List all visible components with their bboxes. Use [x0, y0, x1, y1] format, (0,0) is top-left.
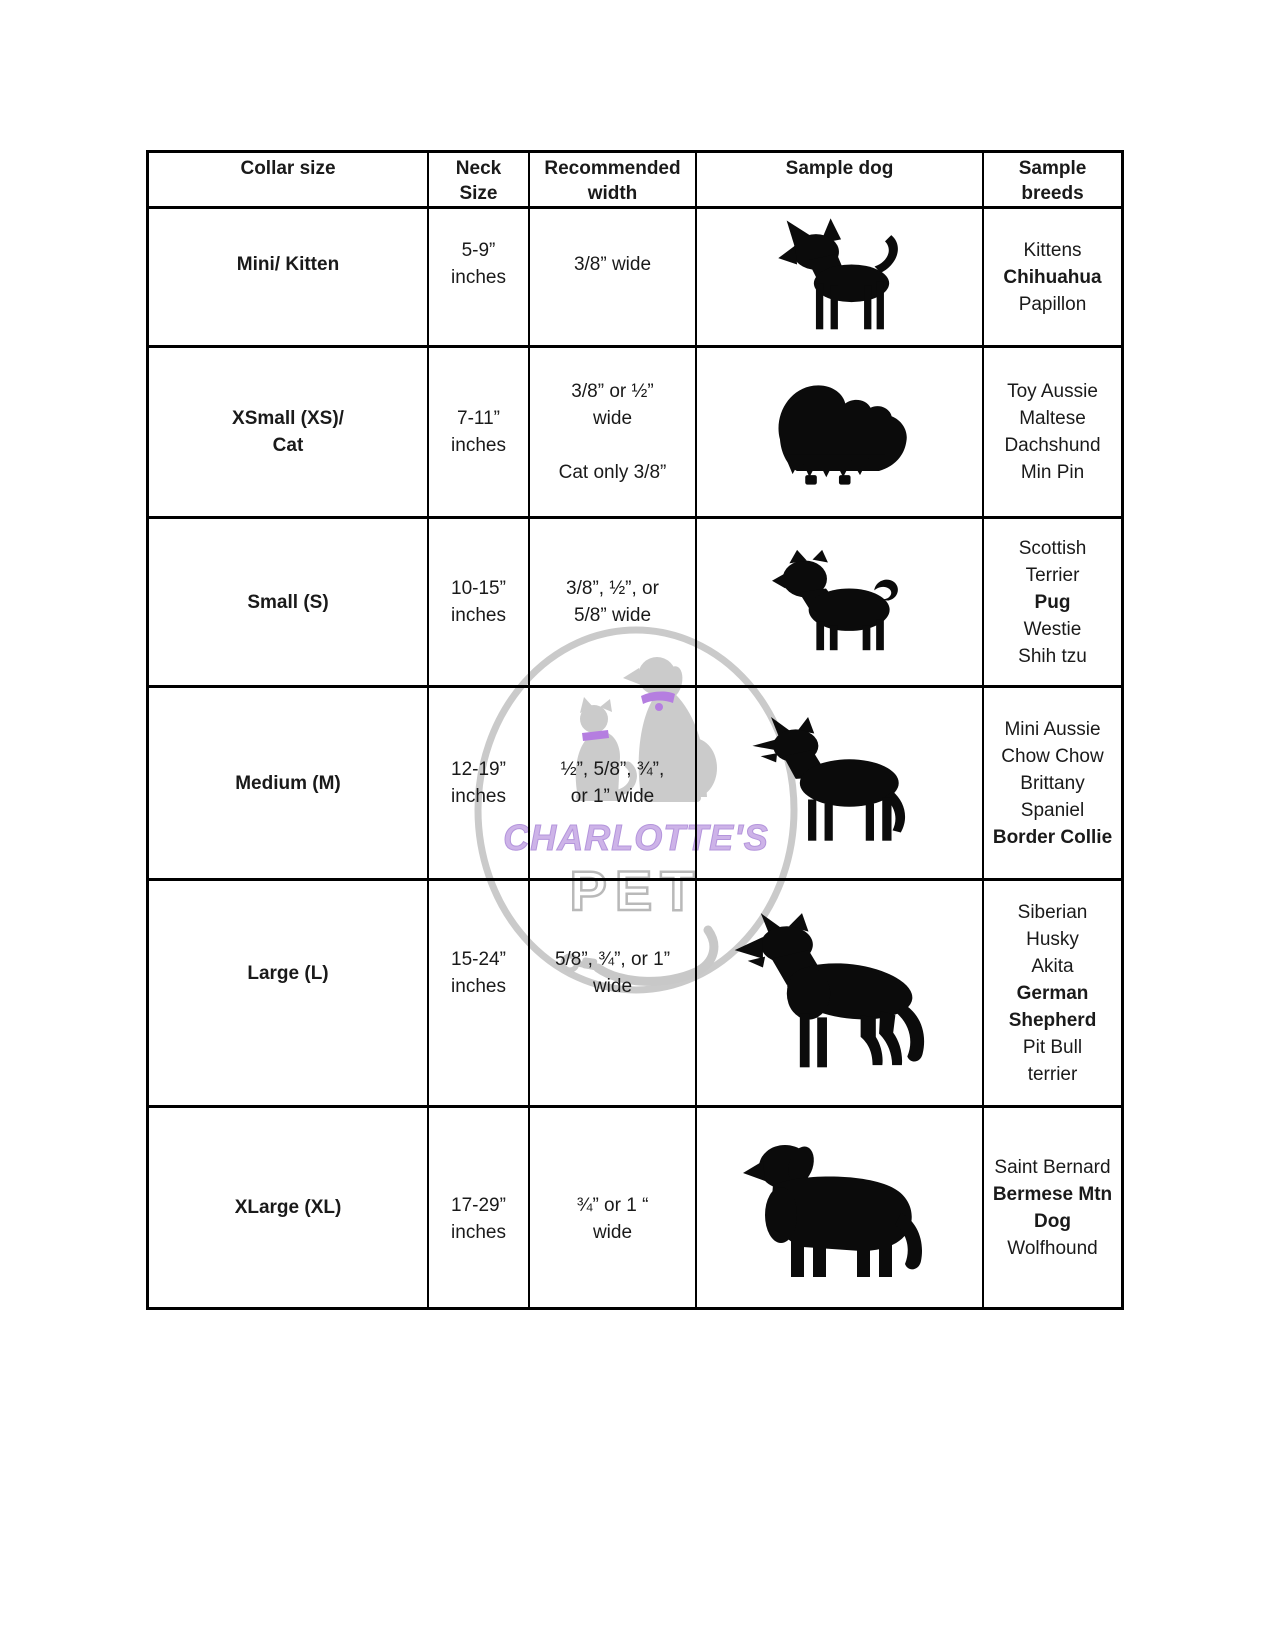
sample-dog-cell [697, 348, 984, 516]
border-collie-silhouette [742, 715, 938, 851]
table-row [149, 348, 1121, 519]
neck-size-cell-text [451, 237, 506, 317]
text-line: Brittany [1020, 772, 1085, 794]
text-line: Terrier [1025, 564, 1080, 586]
text-line: Mini/ Kitten [236, 253, 340, 275]
watermark-brand-text: CHARLOTTE'S [503, 817, 769, 858]
text-line: Large (L) [247, 962, 329, 984]
text-line: Min Pin [1020, 462, 1085, 483]
recommended-width-cell [530, 209, 697, 345]
text-line: Cat only 3/8” [558, 462, 667, 483]
header-line: breeds [1021, 183, 1084, 204]
recommended-width-cell-text [574, 251, 651, 304]
text-line: Saint Bernard [994, 1156, 1111, 1178]
collar-size-cell-text [247, 589, 328, 616]
recommended-width-cell-text [561, 756, 664, 810]
header-recommended-width [530, 153, 697, 206]
text-line: Siberian [1017, 901, 1088, 923]
collar-size-cell-text [235, 770, 341, 797]
recommended-width-cell-text [555, 946, 670, 1040]
sample-breeds-cell-text [1003, 237, 1101, 318]
neck-size-cell [429, 348, 530, 516]
text-line: Maltese [1019, 408, 1086, 429]
header-line: Size [459, 183, 498, 204]
text-line: inches [451, 605, 506, 626]
sample-dog-cell [697, 209, 984, 345]
header-collar-size [149, 153, 429, 206]
text-line: Chihuahua [1003, 266, 1102, 288]
neck-size-cell-text [451, 405, 506, 459]
sample-breeds-cell [984, 348, 1121, 516]
collar-size-cell-text [235, 1194, 342, 1221]
table-header-row [149, 153, 1121, 209]
text-line: 10-15” [451, 578, 506, 599]
text-line: Cat [272, 435, 304, 456]
watermark-pet-text: PET [569, 859, 703, 922]
text-line: 12-19” [451, 759, 506, 780]
sample-dog-cell [697, 519, 984, 685]
header-line: Sample [1018, 158, 1087, 179]
header-sample-breeds [984, 153, 1121, 206]
table-row [149, 881, 1121, 1108]
text-line: 3/8” wide [573, 253, 652, 275]
german-shepherd-silhouette [726, 911, 954, 1076]
neck-size-cell-text [451, 756, 506, 810]
text-line: ½”, 5/8”, ¾”, [560, 759, 665, 780]
sample-breeds-cell-text [993, 1154, 1112, 1262]
text-line: Shih tzu [1018, 645, 1087, 667]
text-line: Chow Chow [1001, 745, 1104, 767]
text-line: Small (S) [247, 591, 329, 613]
text-line: Scottish [1018, 537, 1087, 559]
text-line: Westie [1023, 618, 1082, 640]
text-line: Spaniel [1020, 799, 1085, 821]
recommended-width-cell-text [577, 1170, 649, 1246]
text-line: Papillon [1018, 293, 1087, 315]
sample-breeds-cell-text [1018, 535, 1087, 670]
header-sample-dog [697, 153, 984, 206]
recommended-width-cell [530, 348, 697, 516]
collar-size-cell [149, 348, 429, 516]
text-line: German [1016, 982, 1089, 1004]
neck-size-cell [429, 688, 530, 878]
text-line: wide [592, 408, 633, 429]
collar-size-cell [149, 688, 429, 878]
text-line: Dachshund [1004, 435, 1101, 456]
text-line: ¾” or 1 “ [576, 1194, 649, 1216]
text-line: wide [592, 976, 633, 997]
text-line: 5-9” [461, 240, 496, 261]
text-line: Akita [1031, 955, 1074, 977]
text-line: Kittens [1023, 239, 1082, 261]
recommended-width-cell-text [566, 575, 659, 629]
sample-breeds-cell [984, 519, 1121, 685]
recommended-width-cell [530, 688, 697, 878]
text-line: 3/8” or ½” [571, 381, 654, 402]
text-line: XLarge (XL) [234, 1197, 342, 1218]
neck-size-cell [429, 881, 530, 1105]
text-line: or 1” wide [570, 786, 655, 807]
table-row [149, 688, 1121, 881]
text-line: Pug [1034, 591, 1071, 613]
sample-breeds-cell-text [1009, 899, 1097, 1088]
text-line: Wolfhound [1007, 1237, 1098, 1259]
neck-size-cell-text [451, 946, 506, 1040]
collar-size-cell [149, 1108, 429, 1307]
chihuahua-silhouette [772, 218, 908, 336]
text-line: 3/8”, ½”, or [566, 578, 659, 599]
text-line: Shepherd [1008, 1009, 1097, 1031]
text-line: 7-11” [457, 408, 500, 429]
recommended-width-cell-text [559, 378, 667, 486]
text-line: inches [451, 1221, 506, 1243]
sample-dog-cell [697, 1108, 984, 1307]
header-line: Recommended [544, 158, 681, 179]
collar-size-cell [149, 519, 429, 685]
recommended-width-cell [530, 881, 697, 1105]
table-row [149, 1108, 1121, 1307]
collar-size-table [146, 150, 1124, 1310]
text-line: wide [592, 1221, 633, 1243]
collar-size-cell-text [237, 251, 339, 304]
text-line: inches [451, 976, 506, 997]
neck-size-cell-text [451, 1170, 506, 1246]
text-line: 5/8” wide [573, 605, 652, 626]
collar-size-cell [149, 881, 429, 1105]
collar-size-cell-text [247, 960, 328, 1027]
text-line: Border Collie [992, 826, 1113, 848]
header-line: Sample dog [785, 158, 894, 179]
sample-breeds-cell [984, 209, 1121, 345]
neck-size-cell [429, 209, 530, 345]
text-line: 5/8”, ¾”, or 1” [554, 949, 671, 970]
bernese-mountain-dog-silhouette [735, 1133, 945, 1283]
sample-breeds-cell [984, 688, 1121, 878]
collar-size-cell-text [232, 405, 344, 459]
recommended-width-cell [530, 1108, 697, 1307]
text-line: inches [451, 786, 506, 807]
header-line: Neck [455, 158, 502, 179]
text-line: Bermese Mtn [992, 1183, 1113, 1205]
pug-silhouette [762, 548, 917, 656]
text-line: Husky [1026, 928, 1079, 950]
recommended-width-cell [530, 519, 697, 685]
header-line: width [587, 183, 638, 204]
text-line: terrier [1027, 1063, 1078, 1085]
sample-dog-cell [697, 688, 984, 878]
neck-size-cell [429, 519, 530, 685]
sample-breeds-cell-text [993, 716, 1112, 851]
text-line: Mini Aussie [1004, 718, 1101, 740]
sample-breeds-cell [984, 881, 1121, 1105]
table-row [149, 209, 1121, 348]
text-line: 17-29” [451, 1194, 506, 1216]
table-row [149, 519, 1121, 688]
text-line: inches [451, 267, 506, 288]
maltese-silhouette [761, 374, 919, 490]
sample-breeds-cell [984, 1108, 1121, 1307]
text-line: Pit Bull [1022, 1036, 1083, 1058]
text-line: Toy Aussie [1007, 381, 1098, 402]
text-line: 15-24” [451, 949, 506, 970]
collar-size-cell [149, 209, 429, 345]
header-neck-size [429, 153, 530, 206]
text-line: XSmall (XS)/ [232, 408, 344, 429]
text-line: Dog [1034, 1210, 1071, 1232]
neck-size-cell [429, 1108, 530, 1307]
sample-breeds-cell-text [1004, 378, 1100, 486]
text-line: inches [451, 435, 506, 456]
neck-size-cell-text [451, 575, 506, 629]
header-line: Collar size [240, 158, 336, 179]
text-line: Medium (M) [235, 772, 341, 794]
sample-dog-cell [697, 881, 984, 1105]
